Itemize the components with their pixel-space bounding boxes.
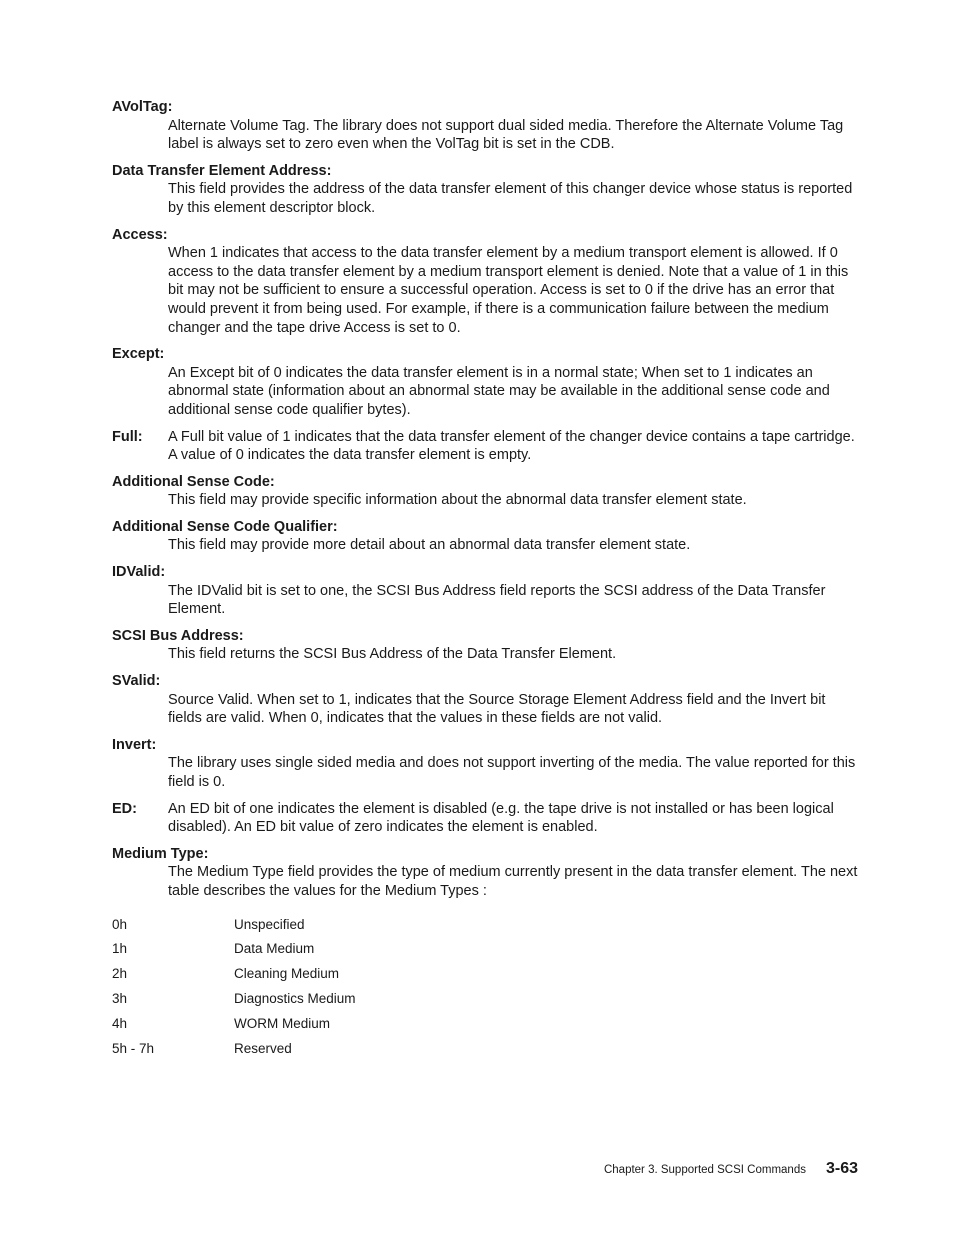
definition-term: Except: [112,346,165,363]
definition-description: Source Valid. When set to 1, indicates that the Source Storage Element Address field and the Invert bit fields are valid. When 0, indicates that the values in these fields are not valid. [168,691,826,727]
table-row [112,991,858,1016]
definition-additional-sense-code-qualifier [112,518,858,555]
definition-term: Medium Type: [112,845,209,862]
definition-scsi-bus-address [112,627,858,664]
medium-type-table [112,917,858,1066]
definition-additional-sense-code [112,473,858,510]
definition-term: AVolTag: [112,99,173,115]
definition-term: ED: [112,800,137,817]
definition-avoltag [112,98,858,154]
medium-type-code: 1h [112,941,128,957]
medium-type-description: Cleaning Medium [234,966,340,982]
definition-description: This field may provide more detail about an abnormal data transfer element state. [168,537,691,554]
definition-description: The Medium Type field provides the type of medium currently present in the data transfer element. The next table describes the values for the Medium Types : [168,864,858,899]
definition-term: Additional Sense Code: [112,473,275,490]
table-row [112,941,858,966]
definition-description: This field provides the address of the data transfer element of this changer device whose status is reported by this element descriptor block. [168,181,853,216]
definition-description: When 1 indicates that access to the data transfer element by a medium transport element is allowed. If 0 access to the data transfer element by a medium transport element is denied. Note that a value of 1 in this bit may not be sufficient to ensure a successful operation. Access is set to 0 if the drive has an error that would prevent it from being used. For example, if there is a communication failure between the medium changer and the tape drive Access is set to 0. [168,245,849,336]
medium-type-code: 3h [112,990,128,1006]
definition-description: The IDValid bit is set to one, the SCSI Bus Address field reports the SCSI address of the Data Transfer Element. [168,582,826,618]
definition-term: Additional Sense Code Qualifier: [112,518,338,535]
medium-type-description: Diagnostics Medium [234,990,356,1006]
medium-type-description: WORM Medium [234,1015,331,1031]
page-number: 3-63 [825,1160,858,1177]
medium-type-code: 2h [112,966,128,982]
definition-description: An ED bit of one indicates the element is disabled (e.g. the tape drive is not installed or has been logical disabled). An ED bit value of zero indicates the element is enabled. [168,800,834,836]
definition-description: Alternate Volume Tag. The library does not support dual sided media. Therefore the Alternate Volume Tag label is always set to zero even when the VolTag bit is set in the CDB. [168,117,844,153]
definition-description: This field returns the SCSI Bus Address of the Data Transfer Element. [168,646,617,663]
definition-idvalid [112,563,858,619]
definition-description: The library uses single sided media and does not support inverting of the media. The value reported for this field is 0. [168,755,856,790]
medium-type-description: Reserved [234,1040,292,1056]
table-row [112,1041,858,1066]
medium-type-description: Data Medium [234,941,315,957]
definition-ed [112,800,858,837]
definition-description: An Except bit of 0 indicates the data transfer element is in a normal state; When set to 1 indicates an abnormal state (information about an abnormal state may be available in the additional sense code and additional sense code qualifier bytes). [168,364,830,418]
definition-description: A Full bit value of 1 indicates that the data transfer element of the changer device contains a tape cartridge. A value of 0 indicates the data transfer element is empty. [168,428,855,464]
definition-description: This field may provide specific information about the abnormal data transfer element state. [168,492,747,509]
definition-full [112,428,858,465]
definition-data-transfer-element-address [112,162,858,218]
definition-svalid [112,672,858,728]
medium-type-code: 5h - 7h [112,1040,155,1056]
table-row [112,917,858,942]
definition-term: Invert: [112,736,157,753]
definition-medium-type [112,845,858,901]
medium-type-code: 4h [112,1015,128,1031]
definition-invert [112,736,858,792]
definition-term: SCSI Bus Address: [112,627,244,644]
chapter-title: Chapter 3. Supported SCSI Commands [603,1164,806,1176]
table-row [112,966,858,991]
definition-term: Full: [112,428,143,445]
table-row [112,1016,858,1041]
definition-term: Access: [112,226,168,243]
definition-term: SValid: [112,673,161,690]
definition-access [112,226,858,338]
definition-except [112,345,858,419]
page-footer [604,1160,858,1178]
definition-term: Data Transfer Element Address: [112,162,332,179]
medium-type-code: 0h [112,916,128,932]
definition-term: IDValid: [112,564,166,581]
medium-type-description: Unspecified [234,916,305,932]
page-content [112,98,858,1065]
